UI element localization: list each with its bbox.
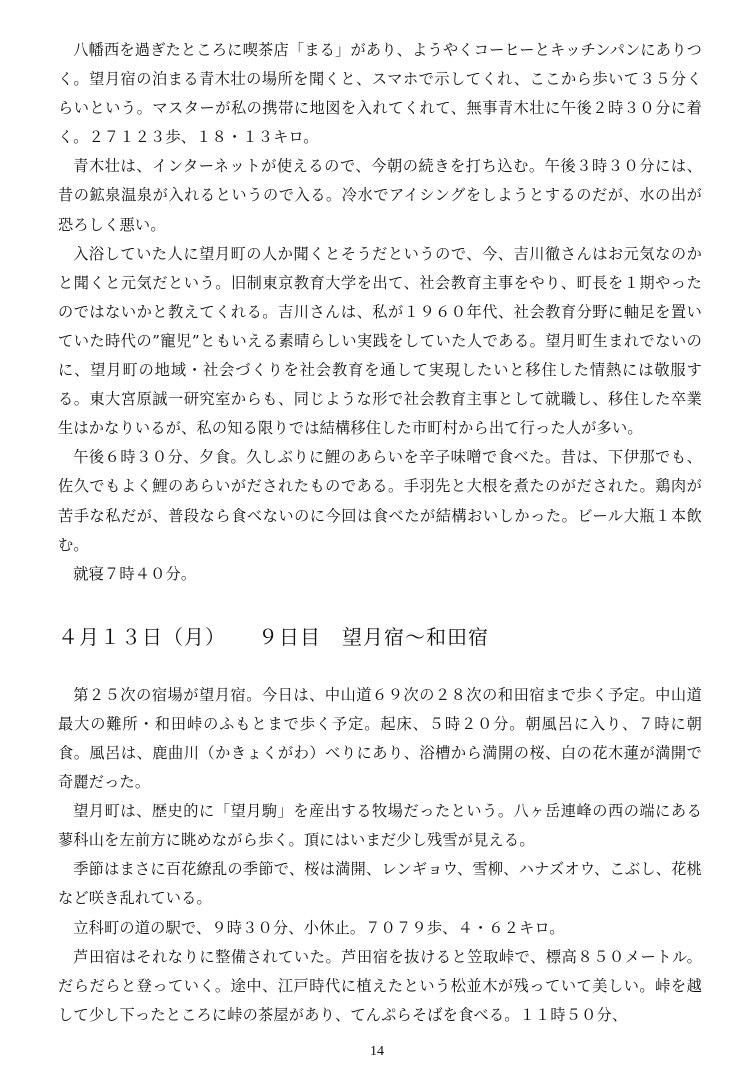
paragraph: 第２５次の宿場が望月宿。今日は、中山道６９次の２８次の和田宿まで歩く予定。中山道最大の難所・和田峠のふもとまで歩く予定。起床、５時２０分。朝風呂に入り、７時に朝食。風呂は、鹿曲川（かきょくがわ）べりにあり、浴槽から満開の桜、白の花木蓮が満開で奇麗だった。: [58, 685, 702, 792]
page-number: 14: [370, 1044, 384, 1059]
day-heading: ４月１３日（月） ９日目 望月宿～和田宿: [58, 624, 489, 649]
paragraph: 就寝７時４０分。: [73, 564, 197, 583]
section-previous-day: [58, 36, 702, 589]
paragraph: 望月町は、歴史的に「望月駒」を産出する牧場だったという。八ヶ岳連峰の西の端にある蓼科山を左前方に眺めながら歩く。頂にはいまだ少し残雪が見える。: [58, 802, 702, 850]
paragraph: 青木壮は、インターネットが使えるので、今朝の続きを打ち込む。午後３時３０分には、昔の鉱泉温泉が入れるというので入る。冷水でアイシングをしようとするのだが、水の出が恐ろしく悪い。: [58, 157, 702, 234]
paragraph: 八幡西を過ぎたところに喫茶店「まる」があり、ようやくコーヒーとキッチンパンにありつく。望月宿の泊まる青木壮の場所を聞くと、スマホで示してくれ、ここから歩いて３５分くらいという。マスターが私の携帯に地図を入れてくれて、無事青木壮に午後２時３０分に着く。２７１２３歩、１８・１３キロ。: [58, 41, 702, 147]
section-day-9: [58, 681, 702, 1030]
paragraph: 午後６時３０分、夕食。久しぶりに鯉のあらいを辛子味噌で食べた。昔は、下伊那でも、佐久でもよく鯉のあらいがだされたものである。手羽先と大根を煮たのがだされた。鶏肉が苦手な私だが、普段なら食べないのに今回は食べたが結構おいしかった。ビール大瓶１本飲む。: [58, 448, 702, 554]
paragraph: 季節はまさに百花繚乱の季節で、桜は満開、レンギョウ、雪柳、ハナズオウ、こぶし、花桃など咲き乱れている。: [58, 860, 702, 908]
paragraph: 入浴していた人に望月町の人か聞くとそうだというので、今、吉川徹さんはお元気なのかと聞くと元気だという。旧制東京教育大学を出て、社会教育主事をやり、町長を１期やったのではないかと教えてくれる。吉川さんは、私が１９６０年代、社会教育分野に軸足を置いていた時代の”寵児”ともいえる素晴らしい実践をしていた人である。望月町生まれでないのに、望月町の地域・社会づくりを社会教育を通して実現したいと移住した情熱には敬服する。東大宮原誠一研究室からも、同じような形で社会教育主事として就職し、移住した卒業生はかなりいるが、私の知る限りでは結構移住した市町村から出て行った人が多い。: [58, 244, 702, 438]
document-page: [58, 36, 702, 1030]
paragraph: 立科町の道の駅で、９時３０分、小休止。７０７９歩、４・６２キロ。: [73, 918, 565, 937]
paragraph: 芦田宿はそれなりに整備されていた。芦田宿を抜けると笠取峠で、標高８５０メートル。だらだらと登っていく。途中、江戸時代に植えたという松並木が残っていて美しい。峠を越して少し下ったところに峠の茶屋があり、てんぷらそばを食べる。１１時５０分、: [58, 947, 702, 1024]
